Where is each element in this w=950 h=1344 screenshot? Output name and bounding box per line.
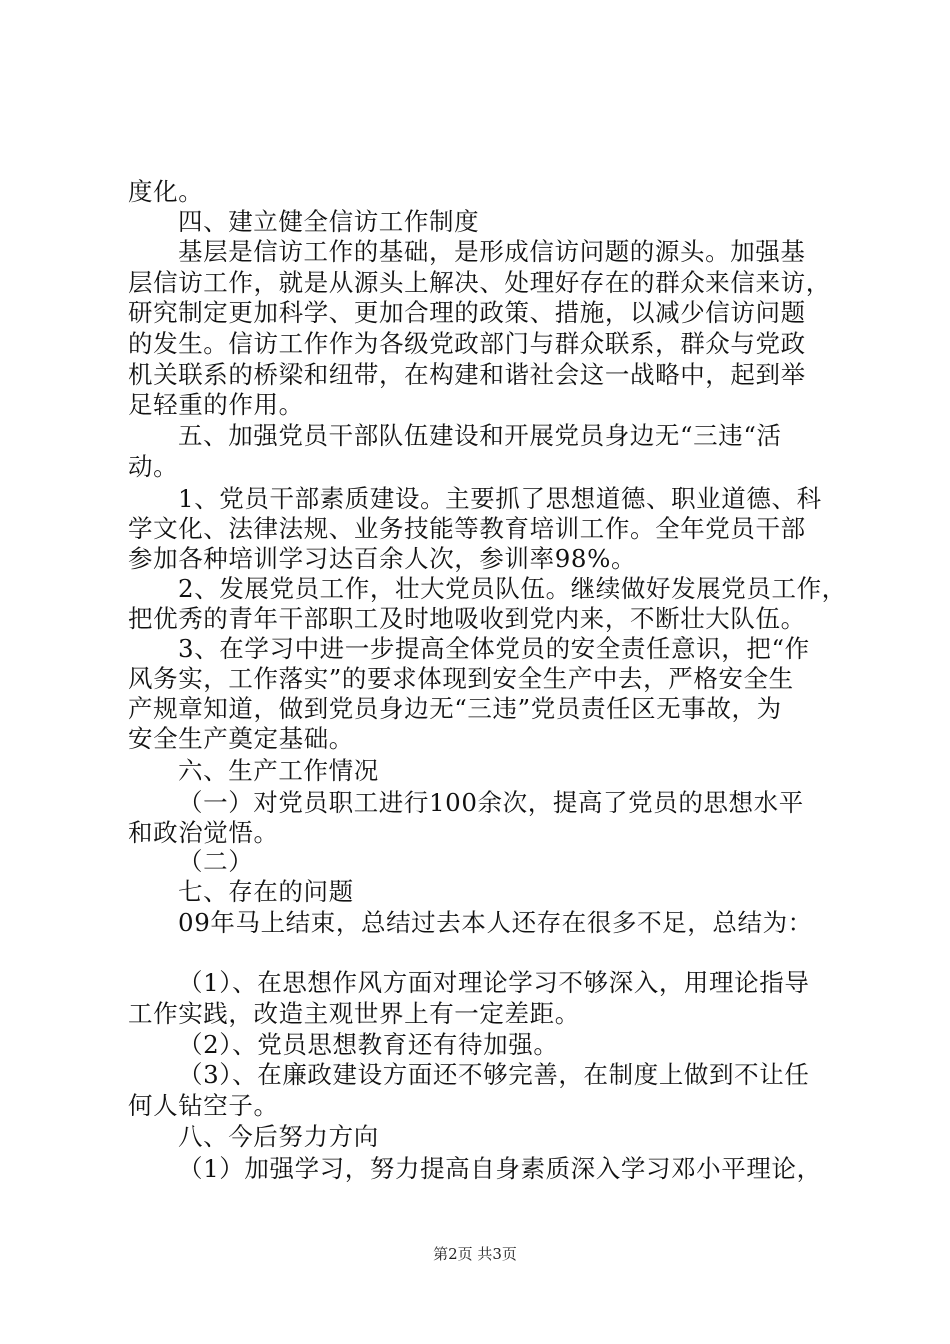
body-line: 的发生。信访工作作为各级党政部门与群众联系，群众与党政	[128, 329, 806, 358]
body-line: 工作实践，改造主观世界上有一定差距。	[128, 999, 580, 1028]
body-line: 何人钻空子。	[128, 1091, 279, 1120]
body-line: 学文化、法律法规、业务技能等教育培训工作。全年党员干部	[128, 514, 806, 543]
section-heading: 八、今后努力方向	[178, 1122, 379, 1151]
body-line: 09年马上结束，总结过去本人还存在很多不足，总结为：	[178, 908, 813, 937]
body-line: 和政治觉悟。	[128, 818, 279, 847]
body-line: 安全生产奠定基础。	[128, 724, 354, 753]
section-heading: 四、建立健全信访工作制度	[178, 207, 480, 236]
body-line: 动。	[128, 452, 179, 481]
body-line: 风务实，工作落实”的要求体现到安全生产中去，严格安全生	[128, 664, 794, 693]
body-line: （1）加强学习，努力提高自身素质深入学习邓小平理论，	[178, 1154, 822, 1183]
body-line: 基层是信访工作的基础，是形成信访问题的源头。加强基	[178, 237, 806, 266]
body-line: （2）、党员思想教育还有待加强。	[178, 1030, 559, 1059]
body-line: 层信访工作，就是从源头上解决、处理好存在的群众来信来访，	[128, 268, 831, 297]
body-line: （二）	[178, 847, 254, 876]
section-heading: 七、存在的问题	[178, 877, 354, 906]
page-number-footer: 第2页 共3页	[433, 1245, 517, 1263]
body-line: （1）、在思想作风方面对理论学习不够深入，用理论指导	[178, 968, 810, 997]
body-line: 把优秀的青年干部职工及时地吸收到党内来，不断壮大队伍。	[128, 604, 806, 633]
section-heading: 六、生产工作情况	[178, 756, 379, 785]
body-line: 度化。	[128, 177, 204, 206]
body-line: 产规章知道，做到党员身边无“三违”党员责任区无事故，为	[128, 694, 782, 723]
body-line: 参加各种培训学习达百余人次，参训率98%。	[128, 544, 637, 573]
body-line: 研究制定更加科学、更加合理的政策、措施，以减少信访问题	[128, 298, 806, 327]
section-heading: 五、加强党员干部队伍建设和开展党员身边无“三违“活	[178, 421, 782, 450]
body-line: 足轻重的作用。	[128, 390, 304, 419]
body-line: （3）、在廉政建设方面还不够完善，在制度上做到不让任	[178, 1060, 810, 1089]
body-line: 2、发展党员工作，壮大党员队伍。继续做好发展党员工作，	[178, 574, 847, 603]
body-line: 3、在学习中进一步提高全体党员的安全责任意识，把“作	[178, 634, 810, 663]
body-line: 1、党员干部素质建设。主要抓了思想道德、职业道德、科	[178, 484, 822, 513]
body-line: （一）对党员职工进行100余次，提高了党员的思想水平	[178, 788, 804, 817]
body-line: 机关联系的桥梁和纽带，在构建和谐社会这一战略中，起到举	[128, 360, 806, 389]
